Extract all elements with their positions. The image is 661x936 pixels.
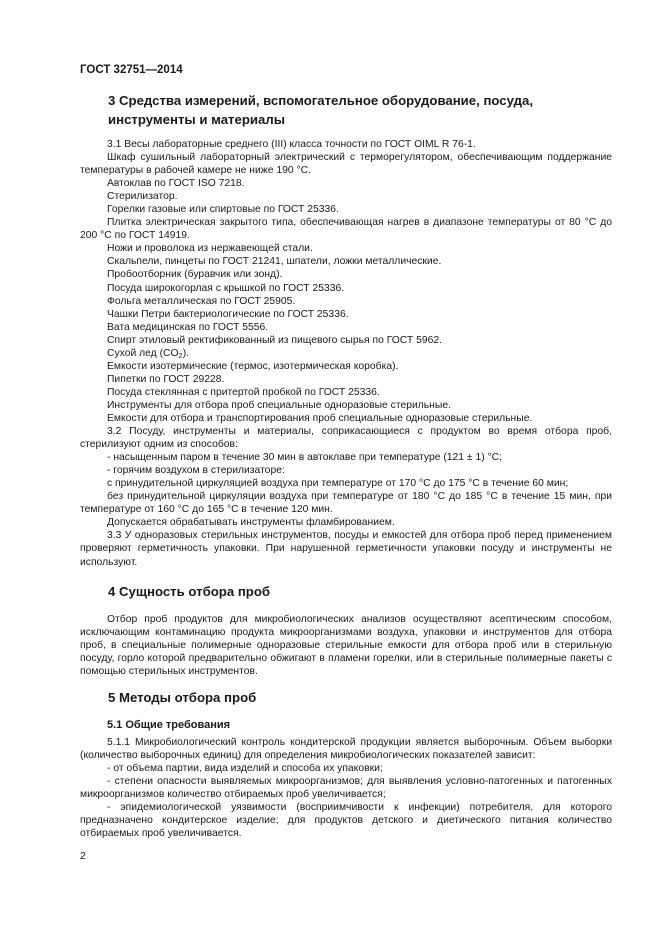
document-header: ГОСТ 32751—2014 bbox=[80, 64, 183, 76]
paragraph: - степени опасности выявляемых микроорганизмов; для выявления условно-патогенных и патогенных микроорганизмов количество отбираемых проб увеличивается; bbox=[80, 776, 612, 801]
subsection-5-1-title: 5.1 Общие требования bbox=[107, 719, 231, 731]
paragraph: - горячим воздухом в стерилизаторе: bbox=[107, 465, 285, 477]
paragraph: Фольга металлическая по ГОСТ 25905. bbox=[107, 295, 296, 307]
paragraph: - от объема партии, вида изделий и способа их упаковки; bbox=[107, 763, 383, 775]
section-5-title: 5 Методы отбора проб bbox=[108, 690, 257, 705]
paragraph: Чашки Петри бактериологические по ГОСТ 25336. bbox=[107, 308, 349, 320]
paragraph: Скальпели, пинцеты по ГОСТ 21241, шпатели, ложки металлические. bbox=[107, 256, 442, 268]
section-3-title: 3 Средства измерений, вспомогательное оборудование, посуда, инструменты и материалы bbox=[108, 93, 533, 127]
paragraph: Отбор проб продуктов для микробиологических анализов осуществляют асептическим способом, исключающим контаминацию продукта микроорганизмами воздуха, упаковки и инструментов для отбора проб, в специальные полимерные одноразовые стерильные емкости для отбора проб или в стерильную посуду, горло которой предварительно обжигают в пламени горелки, или в стерильные полимерные пакеты с помощью стерильных инструментов. bbox=[80, 614, 612, 678]
section-5-body bbox=[80, 736, 612, 840]
paragraph: Емкости для отбора и транспортирования проб специальные одноразовые стерильные. bbox=[107, 412, 533, 424]
paragraph: Емкости изотермические (термос, изотермическая коробка). bbox=[107, 360, 399, 372]
paragraph: Ножи и проволока из нержавеющей стали. bbox=[107, 243, 313, 255]
paragraph: Посуда стеклянная с притертой пробкой по ГОСТ 25336. bbox=[107, 386, 380, 398]
paragraph: Инструменты для отбора проб специальные одноразовые стерильные. bbox=[107, 399, 451, 411]
section-4-body bbox=[80, 613, 612, 678]
section-3-body bbox=[80, 138, 612, 569]
page-number: 2 bbox=[80, 850, 86, 862]
paragraph: Автоклав по ГОСТ ISO 7218. bbox=[107, 178, 245, 190]
paragraph: Пипетки по ГОСТ 29228. bbox=[107, 373, 225, 385]
paragraph: 5.1.1 Микробиологический контроль кондитерской продукции является выборочным. Объем выборки (количество выборочных единиц) для определения микробиологических показателей зависит: bbox=[80, 737, 612, 762]
paragraph: 3.3 У одноразовых стерильных инструментов, посуды и емкостей для отбора проб перед применением проверяют герметичность упаковки. При нарушенной герметичности упаковки посуду и инструменты не используют. bbox=[80, 530, 612, 568]
section-4-title: 4 Сущность отбора проб bbox=[108, 584, 271, 599]
paragraph: Допускается обрабатывать инструменты фламбированием. bbox=[107, 517, 395, 529]
paragraph: Плитка электрическая закрытого типа, обеспечивающая нагрев в диапазоне температуры от 80 °С до 200 °С по ГОСТ 14919. bbox=[80, 217, 612, 242]
text-run: ). bbox=[182, 347, 190, 359]
paragraph: - насыщенным паром в течение 30 мин в автоклаве при температуре (121 ± 1) °С; bbox=[107, 452, 503, 464]
text-run: Сухой лед (CO bbox=[107, 347, 179, 359]
paragraph: без принудительной циркуляции воздуха при температуре от 180 °С до 185 °С в течение 15 мин, при температуре от 160 °С до 165 °С в течение 120 мин. bbox=[80, 491, 612, 516]
paragraph: Пробоотборник (буравчик или зонд). bbox=[107, 269, 283, 281]
paragraph: Стерилизатор. bbox=[107, 191, 178, 203]
paragraph: Спирт этиловый ректификованный из пищевого сырья по ГОСТ 5962. bbox=[107, 334, 442, 346]
paragraph: Вата медицинская по ГОСТ 5556. bbox=[107, 321, 269, 333]
subscript: 2 bbox=[178, 350, 183, 360]
paragraph: 3.1 Весы лабораторные среднего (III) класса точности по ГОСТ OIML R 76-1. bbox=[107, 139, 476, 150]
paragraph: Горелки газовые или спиртовые по ГОСТ 25336. bbox=[107, 204, 339, 216]
paragraph: Шкаф сушильный лабораторный электрический с терморегулятором, обеспечивающим поддержание температуры в рабочей камере не ниже 190 °С. bbox=[80, 152, 612, 177]
paragraph: - эпидемиологической уязвимости (восприимчивости к инфекции) потребителя, для которого предназначено кондитерское изделие; для продуктов детского и диетического питания количество отбираемых проб увеличивается. bbox=[80, 802, 612, 840]
paragraph: Посуда широкогорлая с крышкой по ГОСТ 25336. bbox=[107, 282, 345, 294]
paragraph-dry-ice bbox=[80, 347, 612, 360]
paragraph: с принудительной циркуляцией воздуха при температуре от 170 °С до 175 °С в течение 60 мин; bbox=[107, 478, 569, 490]
paragraph: 3.2 Посуду, инструменты и материалы, соприкасающиеся с продуктом во время отбора проб, стерилизуют одним из способов: bbox=[80, 426, 612, 451]
